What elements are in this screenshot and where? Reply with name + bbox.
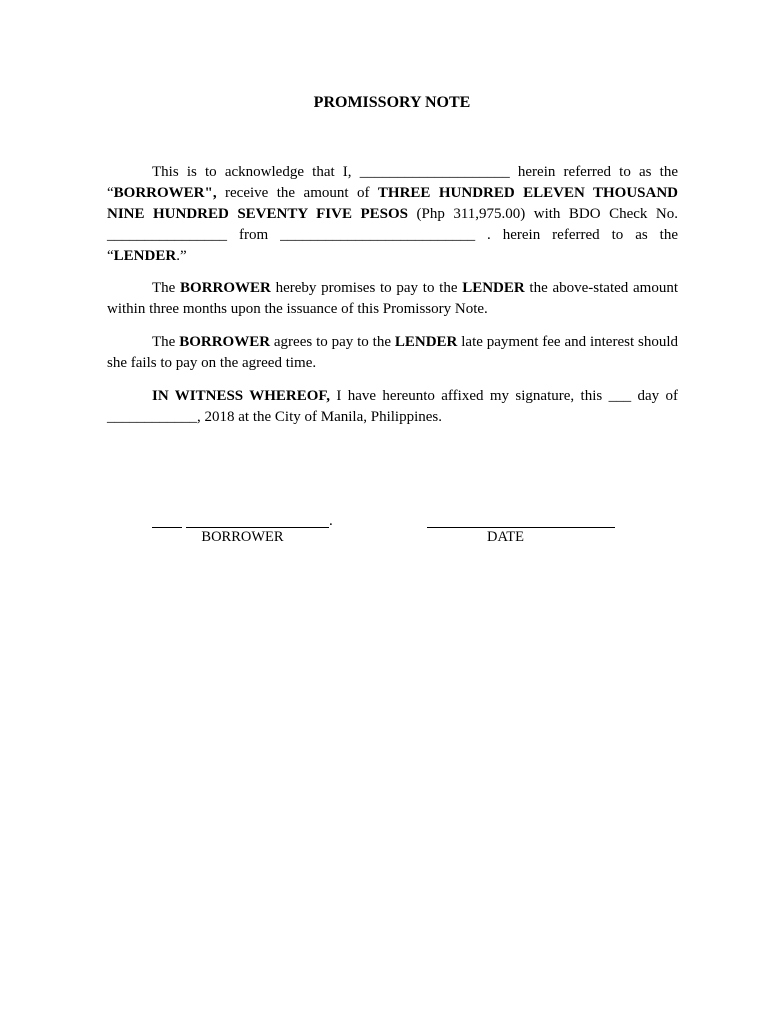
p1-text-3: (Php 311,975.00) with BDO Check No. ________________ from __________________________ . herein referred to as the “ xyxy=(107,206,678,264)
p3-text-1: The xyxy=(152,334,180,350)
p1-text-4: .” xyxy=(176,248,187,264)
paragraph-late-fee xyxy=(107,332,678,374)
p4-witness-term: IN WITNESS WHEREOF, xyxy=(152,388,330,404)
p3-text-3: late payment fee and interest should she fails to pay on the agreed time. xyxy=(107,334,678,371)
p1-borrower-term: BORROWER", xyxy=(113,185,217,201)
p2-text-2: hereby promises to pay to the xyxy=(270,280,463,296)
paragraph-witness xyxy=(107,386,678,428)
p3-text-2: agrees to pay to the xyxy=(270,334,395,350)
p2-text-1: The xyxy=(152,280,181,296)
borrower-label: BORROWER xyxy=(201,529,284,545)
borrower-signature-period: . xyxy=(329,513,333,529)
date-signature-line xyxy=(427,527,615,528)
borrower-signature-line-short xyxy=(152,527,182,528)
p3-borrower-term: BORROWER xyxy=(179,334,271,350)
borrower-signature-line xyxy=(186,527,329,528)
document-title: PROMISSORY NOTE xyxy=(313,94,471,111)
p4-text-1: I have hereunto affixed my signature, this ___ day of ____________, 2018 at the City of Manila, Philippines. xyxy=(107,388,678,425)
p2-borrower-term: BORROWER xyxy=(180,280,271,296)
p3-lender-term: LENDER xyxy=(394,334,458,350)
p1-lender-term: LENDER xyxy=(113,248,177,264)
paragraph-acknowledgement xyxy=(107,162,678,267)
paragraph-promise xyxy=(107,278,678,320)
date-label: DATE xyxy=(486,529,525,545)
p2-text-3: the above-stated amount within three months upon the issuance of this Promissory Note. xyxy=(107,280,678,317)
p1-amount-words: THREE HUNDRED ELEVEN THOUSAND NINE HUNDRED SEVENTY FIVE PESOS xyxy=(107,185,678,222)
p2-lender-term: LENDER xyxy=(462,280,525,296)
p1-text-1: This is to acknowledge that I, ____________________ herein referred to as the “ xyxy=(107,164,678,201)
p1-text-2: receive the amount of xyxy=(216,185,378,201)
